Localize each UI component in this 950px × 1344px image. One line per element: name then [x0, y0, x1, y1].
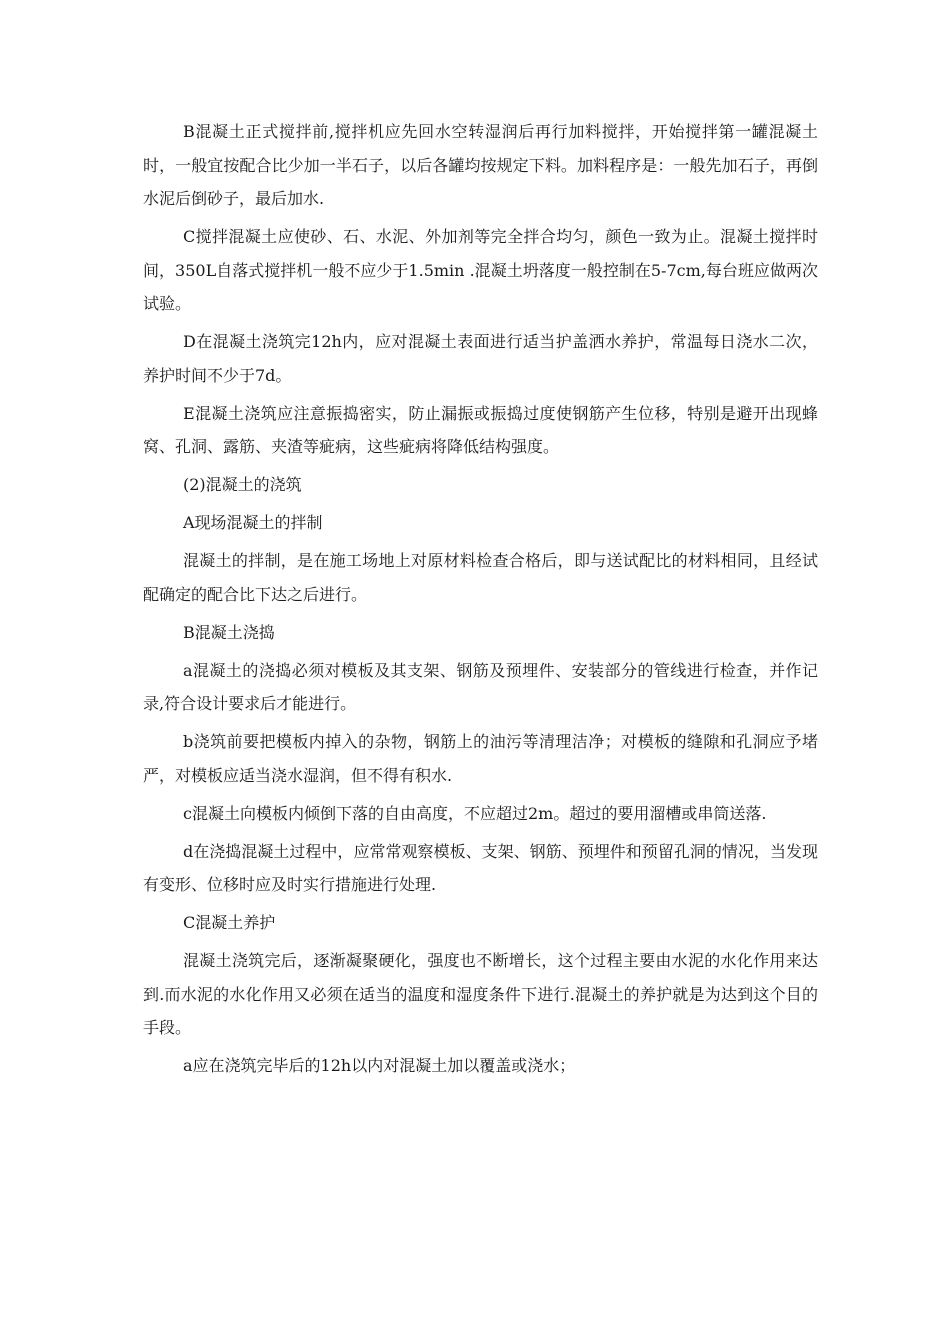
subheading-onsite-mixing: A现场混凝土的拌制 [183, 513, 323, 532]
paragraph-mixing-uniform: C搅拌混凝土应使砂、石、水泥、外加剂等完全拌合均匀，颜色一致为止。混凝土搅拌时间，350L自落式搅拌机一般不应少于1.5min .混凝土坍落度一般控制在5-7cm,每台班应做两次试验。 [143, 227, 818, 313]
paragraph-item-b-cleaning: b浇筑前要把模板内掉入的杂物，钢筋上的油污等清理洁净；对模板的缝隙和孔洞应予堵严，对模板应适当浇水湿润，但不得有积水. [143, 732, 818, 785]
paragraph-vibration: E混凝土浇筑应注意振捣密实，防止漏振或振捣过度使钢筋产生位移，特别是避开出现蜂窝、孔洞、露筋、夹渣等疵病，这些疵病将降低结构强度。 [143, 403, 818, 456]
paragraph-curing-item-a: a应在浇筑完毕后的12h以内对混凝土加以覆盖或浇水； [183, 1056, 576, 1075]
paragraph-onsite-mixing: 混凝土的拌制，是在施工场地上对原材料检查合格后，即与送试配比的材料相同，且经试配确定的配合比下达之后进行。 [143, 551, 818, 604]
paragraph-curing-intro: 混凝土浇筑完后，逐渐凝聚硬化，强度也不断增长，这个过程主要由水泥的水化作用来达到.而水泥的水化作用又必须在适当的温度和湿度条件下进行.混凝土的养护就是为达到这个目的手段。 [143, 951, 818, 1037]
paragraph-curing-12h: D在混凝土浇筑完12h内，应对混凝土表面进行适当护盖洒水养护，常温每日浇水二次，养护时间不少于7d。 [143, 332, 818, 385]
paragraph-mixing-start: B混凝土正式搅拌前,搅拌机应先回水空转湿润后再行加料搅拌，开始搅拌第一罐混凝土时，一般宜按配合比少加一半石子，以后各罐均按规定下料。加料程序是：一般先加石子，再倒水泥后倒砂子，最后加水. [143, 122, 818, 208]
subheading-pouring-compacting: B混凝土浇捣 [183, 622, 275, 642]
paragraph-item-c-drop-height: c混凝土向模板内倾倒下落的自由高度，不应超过2m。超过的要用溜槽或串筒送落. [183, 803, 767, 823]
paragraph-item-a-inspection: a混凝土的浇捣必须对模板及其支架、钢筋及预埋件、安装部分的管线进行检查，并作记录,符合设计要求后才能进行。 [143, 660, 818, 713]
document-page [143, 115, 818, 1087]
section-heading-pouring: (2)混凝土的浇筑 [183, 475, 302, 494]
paragraph-item-d-observation: d在浇捣混凝土过程中，应常常观察模板、支架、钢筋、预埋件和预留孔洞的情况，当发现有变形、位移时应及时实行措施进行处理. [143, 841, 818, 894]
subheading-curing: C混凝土养护 [183, 913, 276, 932]
